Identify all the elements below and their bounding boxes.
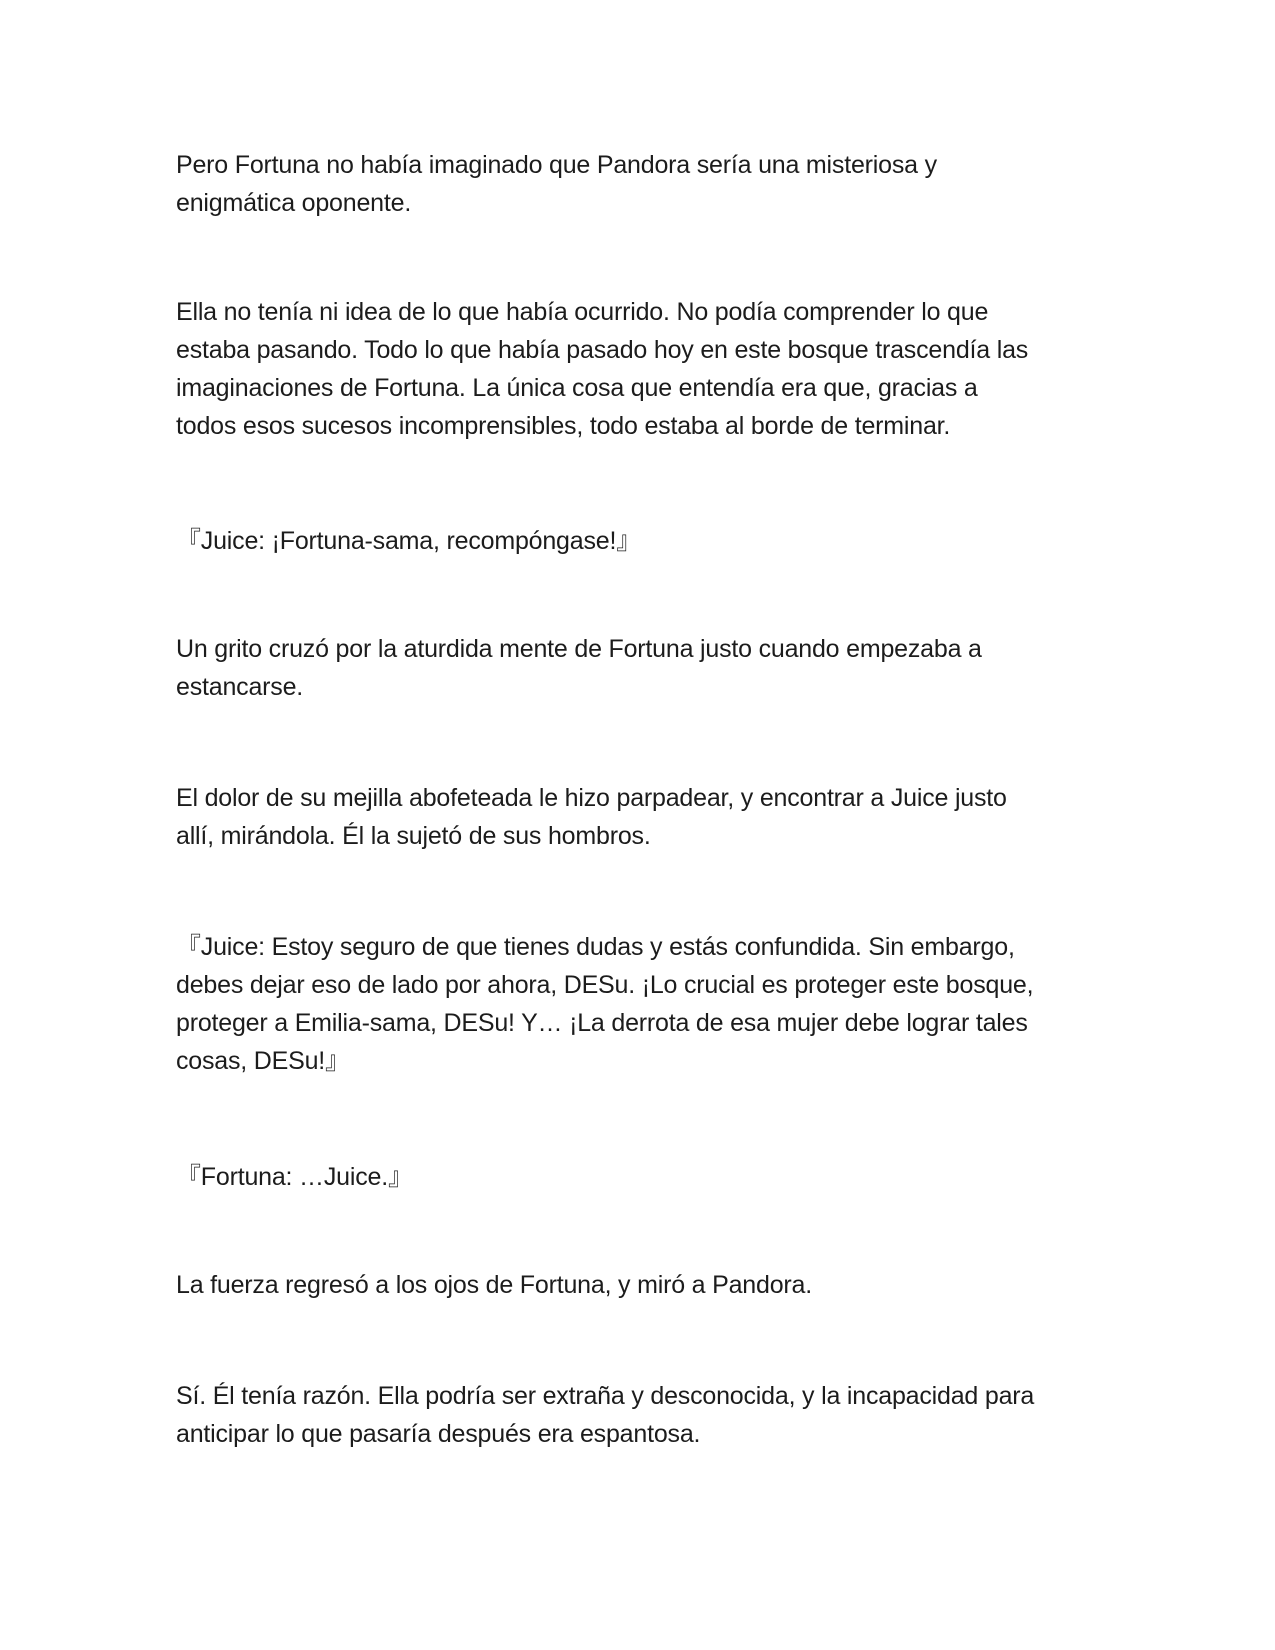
- paragraph-line: estaba pasando. Todo lo que había pasado hoy en este bosque trascendía las: [176, 336, 1029, 364]
- paragraph-line: Un grito cruzó por la aturdida mente de Fortuna justo cuando empezaba a: [176, 635, 982, 663]
- paragraph-line: enigmática oponente.: [176, 189, 412, 217]
- paragraph-line: El dolor de su mejilla abofeteada le hizo parpadear, y encontrar a Juice justo: [176, 784, 1007, 812]
- paragraph-1: [176, 146, 1116, 222]
- paragraph-8: [176, 1266, 1116, 1304]
- paragraph-line: anticipar lo que pasaría después era espantosa.: [176, 1420, 701, 1448]
- paragraph-line: allí, mirándola. Él la sujetó de sus hombros.: [176, 822, 651, 850]
- dialogue-line: debes dejar eso de lado por ahora, DESu. ¡Lo crucial es proteger este bosque,: [176, 971, 1034, 999]
- dialogue-line: 『Fortuna: …Juice.』: [176, 1163, 413, 1191]
- dialogue-juice-2: [176, 928, 1116, 1080]
- dialogue-line: 『Juice: ¡Fortuna-sama, recompóngase!』: [176, 527, 642, 555]
- dialogue-juice-1: [176, 522, 1116, 560]
- paragraph-line: La fuerza regresó a los ojos de Fortuna, y miró a Pandora.: [176, 1271, 812, 1299]
- paragraph-line: Pero Fortuna no había imaginado que Pandora sería una misteriosa y: [176, 151, 937, 179]
- paragraph-line: imaginaciones de Fortuna. La única cosa que entendía era que, gracias a: [176, 374, 978, 402]
- paragraph-9: [176, 1377, 1116, 1453]
- paragraph-5: [176, 779, 1116, 855]
- paragraph-4: [176, 630, 1116, 706]
- paragraph-line: Sí. Él tenía razón. Ella podría ser extraña y desconocida, y la incapacidad para: [176, 1382, 1035, 1410]
- dialogue-line: 『Juice: Estoy seguro de que tienes dudas y estás confundida. Sin embargo,: [176, 933, 1015, 961]
- dialogue-line: proteger a Emilia-sama, DESu! Y… ¡La derrota de esa mujer debe lograr tales: [176, 1009, 1028, 1037]
- dialogue-fortuna: [176, 1158, 1116, 1196]
- paragraph-line: estancarse.: [176, 673, 304, 701]
- dialogue-line: cosas, DESu!』: [176, 1047, 350, 1075]
- paragraph-line: Ella no tenía ni idea de lo que había ocurrido. No podía comprender lo que: [176, 298, 989, 326]
- paragraph-line: todos esos sucesos incomprensibles, todo estaba al borde de terminar.: [176, 412, 951, 440]
- paragraph-2: [176, 293, 1116, 445]
